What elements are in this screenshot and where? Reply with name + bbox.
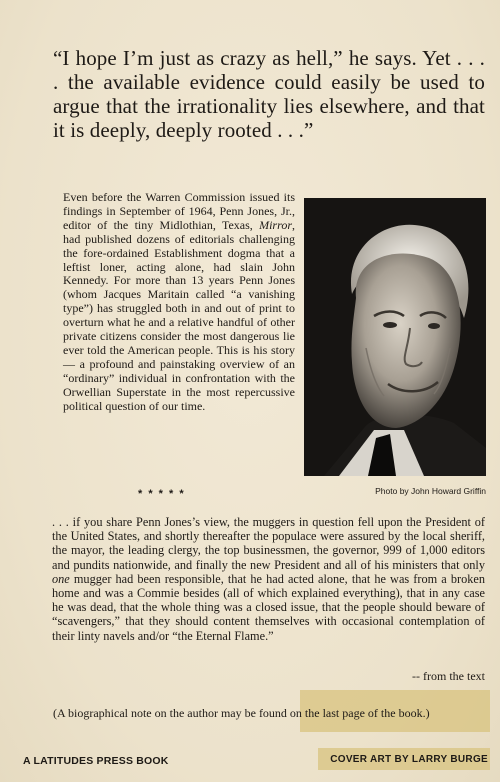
- excerpt-text-part-2: mugger had been responsible, that he had acted alone, that he was from a broken home and was a Commie besides (all of which explained everything), that in any case he was dead, that the whole thing was a closed issue, that the people should beware of “scavengers,” that they should content themselves with occasional contemplation of their linty navels and/or “the Eternal Flame.”: [52, 571, 485, 643]
- section-separator: * * * * *: [138, 488, 186, 500]
- author-photo: [304, 198, 486, 476]
- bio-text-part-1: Even before the Warren Commission issued its findings in September of 1964, Penn Jones, Jr., editor of the tiny Midlothian, Texas,: [63, 190, 295, 232]
- pull-quote: “I hope I’m just as crazy as hell,” he says. Yet . . . . the available evidence could easily be used to argue that the irrationality lies elsewhere, and that it is deeply, deeply rooted . . .”: [53, 46, 485, 142]
- newspaper-name: Mirror: [259, 217, 292, 232]
- bio-text-part-2: , had published dozens of editorials challenging the fore-ordained Establishment dogma that a leftist loner, acting alone, had slain John Kennedy. For more than 13 years Penn Jones (whom Jacques Maritain called “a vanishing type”) has struggled both in and out of print to overturn what he and a relative handful of other private citizens consider the most dangerous lie ever told the American people. This is his story — a profound and painstaking overview of an “ordinary” individual in confrontation with the Orwellian Superstate in the most repercussive political question of our time.: [63, 217, 295, 413]
- photo-credit: Photo by John Howard Griffin: [375, 486, 486, 496]
- excerpt-text-part-1: . . . if you share Penn Jones’s view, the muggers in question fell upon the President of the United States, and shortly thereafter the populace were assured by the local sheriff, the mayor, the leading clergy, the top businessmen, the governor, 999 of 1,000 editors and pundits nationwide, and finally the new President and all of his ministers that only: [52, 515, 485, 572]
- cover-art-credit: COVER ART BY LARRY BURGE: [330, 754, 488, 765]
- author-bio-paragraph: [63, 191, 295, 414]
- emphasis-one: one: [52, 571, 70, 586]
- publisher-imprint: A LATITUDES PRESS BOOK: [23, 755, 169, 767]
- author-portrait-image: [304, 198, 486, 476]
- excerpt-paragraph: [52, 515, 485, 643]
- biographical-note: (A biographical note on the author may be found on the last page of the book.): [53, 706, 430, 720]
- excerpt-attribution: -- from the text: [412, 669, 485, 683]
